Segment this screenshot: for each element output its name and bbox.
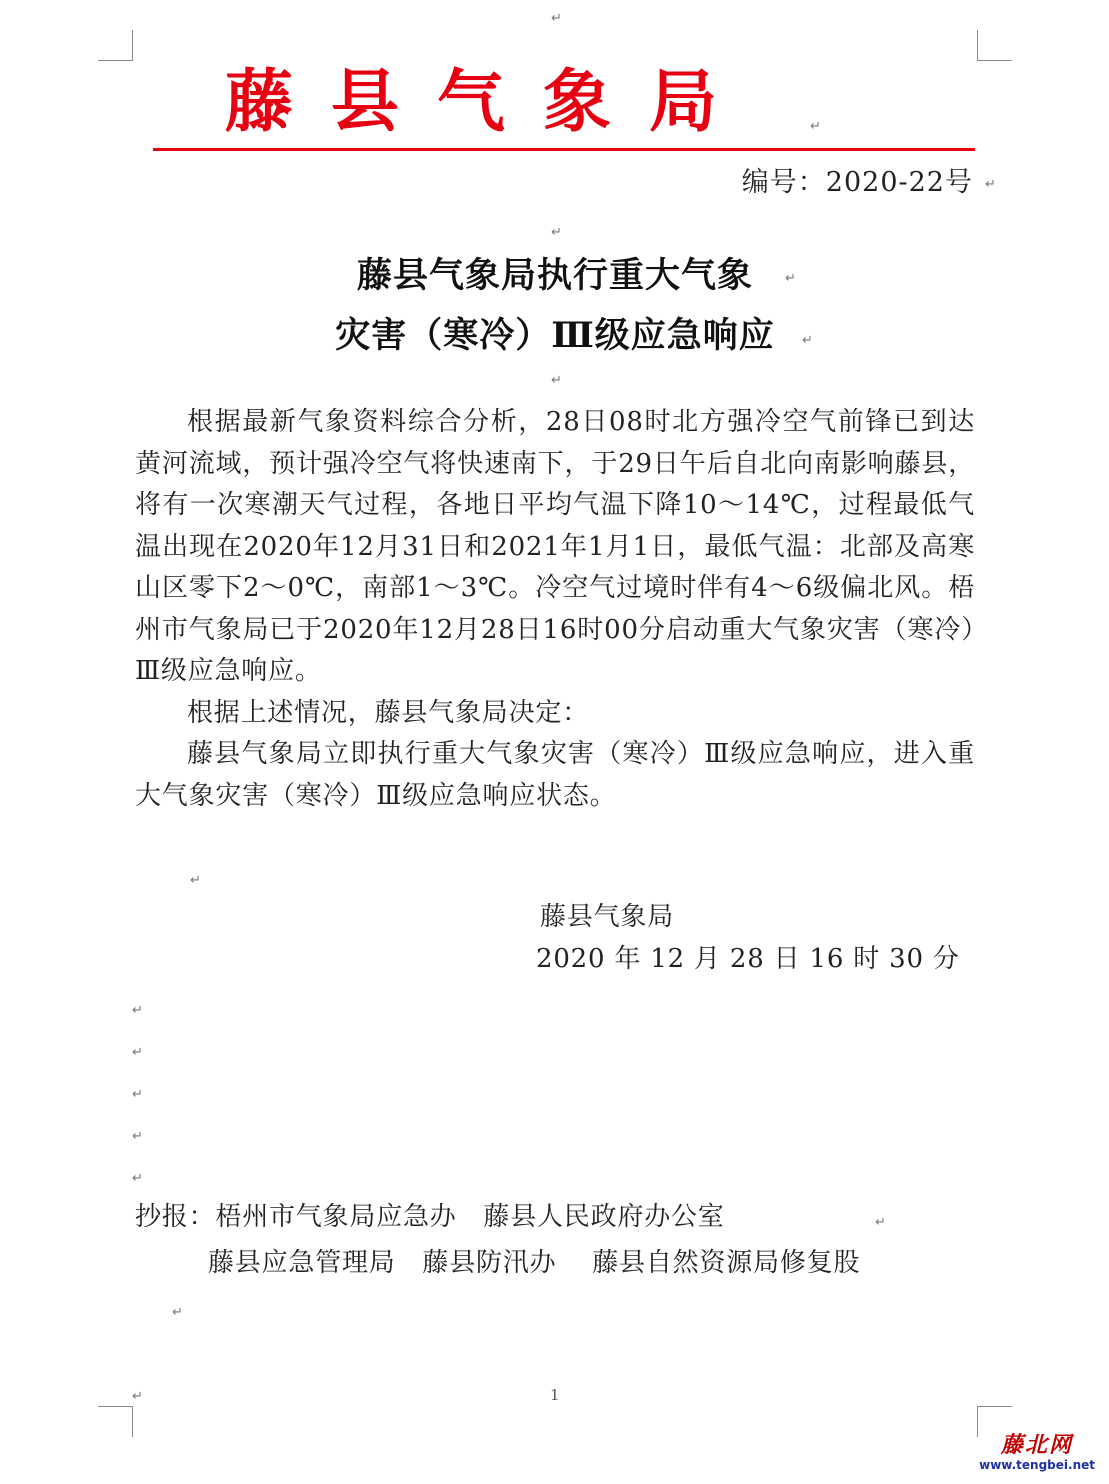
paragraph-mark: ↵ xyxy=(132,1129,143,1144)
cc-line-2: 藤县应急管理局 藤县防汛办 藤县自然资源局修复股 xyxy=(208,1248,861,1278)
paragraph-mark: ↵ xyxy=(785,271,796,286)
body-paragraph-decision: 藤县气象局立即执行重大气象灾害（寒冷）Ⅲ级应急响应，进入重大气象灾害（寒冷）Ⅲ级应急响应状态。 xyxy=(135,739,975,811)
site-watermark xyxy=(979,1432,1095,1472)
page-number: 1 xyxy=(550,1386,560,1404)
signature-datetime: 2020 年 12 月 28 日 16 时 30 分 xyxy=(536,944,960,974)
paragraph-mark: ↵ xyxy=(985,177,996,192)
paragraph-mark: ↵ xyxy=(551,373,562,388)
document-body xyxy=(135,402,975,817)
paragraph-mark: ↵ xyxy=(802,333,813,348)
paragraph-mark: ↵ xyxy=(875,1215,886,1230)
paragraph-mark: ↵ xyxy=(132,1389,143,1404)
masthead-agency-name: 藤县气象局 xyxy=(224,62,755,142)
document-title-line2: 灾害（寒冷）Ⅲ级应急响应 xyxy=(335,315,775,356)
paragraph-mark: ↵ xyxy=(190,873,201,888)
paragraph-mark: ↵ xyxy=(132,1003,143,1018)
crop-mark-top-left xyxy=(98,30,133,61)
paragraph-mark: ↵ xyxy=(810,119,821,134)
paragraph-mark: ↵ xyxy=(551,225,562,240)
watermark-url: www.tengbei.net xyxy=(979,1458,1095,1472)
document-number: 编号：2020-22号 xyxy=(741,167,973,198)
paragraph-mark: ↵ xyxy=(132,1045,143,1060)
paragraph-mark: ↵ xyxy=(132,1171,143,1186)
paragraph-mark: ↵ xyxy=(132,1087,143,1102)
signature-org: 藤县气象局 xyxy=(540,902,675,932)
crop-mark-bottom-left xyxy=(98,1406,133,1437)
watermark-title: 藤北网 xyxy=(1001,1432,1074,1458)
masthead-red-rule xyxy=(153,148,975,151)
crop-mark-top-right xyxy=(977,30,1012,61)
document-title-line1: 藤县气象局执行重大气象 xyxy=(356,255,753,296)
paragraph-mark: ↵ xyxy=(551,11,562,26)
cc-line-1: 抄报：梧州市气象局应急办 藤县人民政府办公室 xyxy=(135,1202,725,1232)
body-paragraph-analysis: 根据最新气象资料综合分析，28日08时北方强冷空气前锋已到达黄河流域，预计强冷空气将快速南下，于29日午后自北向南影响藤县，将有一次寒潮天气过程，各地日平均气温下降10～14℃，过程最低气温出现在2020年12月31日和2021年1月1日，最低气温：北部及高寒山区零下2～0℃，南部1～3℃。冷空气过境时伴有4～6级偏北风。梧州市气象局已于2020年12月28日16时00分启动重大气象灾害（寒冷）Ⅲ级应急响应。 xyxy=(135,407,975,686)
body-paragraph-decision-intro: 根据上述情况，藤县气象局决定： xyxy=(187,697,590,728)
paragraph-mark: ↵ xyxy=(172,1305,183,1320)
